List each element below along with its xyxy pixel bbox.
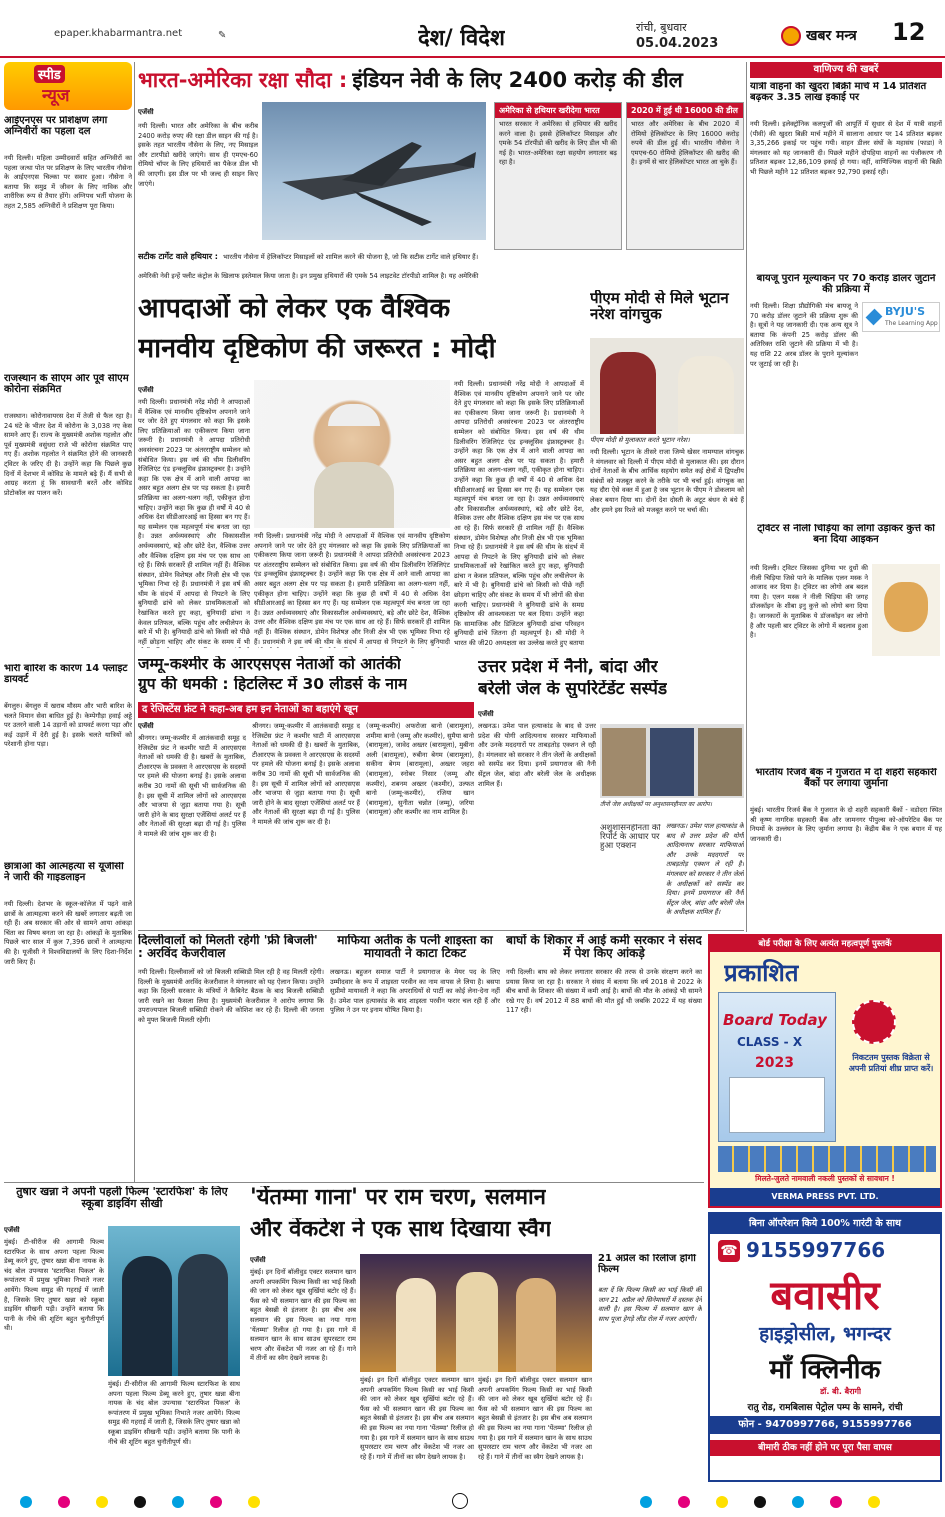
- atiq-body: लखनऊ। बहुजन समाज पार्टी ने प्रयागराज के मेयर पद के लिए उम्मीदवार के रूप में शाइस्ता परवीन का नाम वापस ले लिया है। बसपा सुप्रीमो मायावती ने कहा कि अपराधियों से पार्टी का कोई लेना-देना नहीं है। उमेश पाल हत्याकांड के बाद शाइस्ता परवीन फरार चल रही हैं और पुलिस ने उन पर इनाम घोषित किया है।: [330, 968, 500, 1015]
- commerce-body: मुंबई। भारतीय रिजर्व बैंक ने गुजरात के दो शहरी सहकारी बैंकों - वडोदरा स्थित श्री कृष्ण नागरिक सहकारी बैंक और जामनगर पीपुल्स को-ऑपरेटिव बैंक पर नियमों के उल्लंघन के लिए जुर्माना लगाया है। केंद्रीय बैंक ने एक बयान में यह जानकारी दी।: [750, 806, 942, 843]
- bawasir-clinic: माँ क्लिनीक: [769, 1355, 881, 1385]
- modi-hair-icon: [328, 404, 380, 426]
- bawasir-footer: बीमारी ठीक नहीं होने पर पूरा पैसा वापस: [710, 1440, 940, 1456]
- lead-info-body: भारत सरकार ने अमेरिका से हथियार की खरीद करने वाला है। इससे हेलिकॉप्टर मिसाइल और एमके 54 टॉरपीडो की खरीद के लिए डील भी की गई है। भारत-अमेरिका रक्षा सहयोग लगातार बढ़ रहा है।: [499, 120, 620, 167]
- commerce-body: नयी दिल्ली। इलेक्ट्रॉनिक कलपुर्जों की आपूर्ति में सुधार से देश में यात्री वाहनों (पीवी) की खुदरा बिक्री मार्च महीने में सालाना आधार पर 14 प्रतिशत बढ़कर 3,35,266 इकाई पर पहुंच गयी। वाहन डीलर संघों के महासंघ (फाडा) ने मंगलवार को यह जानकारी दी। पिछले महीने दोपहिया वाहनों का पंजीकरण नौ प्रतिशत बढ़कर 12,86,109 इकाई हो गया। वहीं, वाणिज्यिक वाहनों की बिक्री भी पिछले महीने 12 प्रतिशत बढ़कर 92,790 इकाई रही।: [750, 120, 942, 176]
- tusshar-headline: तुषार खन्ना ने अपनी पहली फिल्म 'स्टारफिश' के लिए स्कूबा डाइविंग सीखी: [16, 1186, 228, 1210]
- yentamma-headline-line1: 'येंतम्मा गाना' पर राम चरण, सलमान: [250, 1186, 546, 1210]
- bhutan-body: नयी दिल्ली। भूटान के तीसरे राजा जिग्मे खेसर नामग्याल वांगचुक ने मंगलवार को दिल्ली में पीएम मोदी से मुलाकात की। इस दौरान दोनों नेताओं के बीच आर्थिक सहयोग समेत कई क्षेत्रों में द्विपक्षीय संबंधों को मजबूत करने के तरीके पर भी चर्चा हुई। वांगचुक का यह दौरा ऐसे वक्त में हुआ है जब भूटान के पीएम ने डोकलाम को लेकर बयान दिया था। दोनों देश दोस्ती के अटूट बंधन से बंधे हैं और हमने इस रिश्ते को मजबूत करने पर चर्चा की।: [590, 448, 744, 514]
- modi-story: [138, 290, 584, 650]
- up-side-title: अंशुशासनहीनता की रिपोर्ट के आधार पर हुआ एक्शन: [600, 824, 661, 852]
- registration-dot: [716, 1496, 728, 1508]
- speed-news-body: बेंगलुरु। बेंगलुरु में खराब मौसम और भारी बारिश के चलते विमान सेवा बाधित हुई है। केम्पेगौड़ा हवाई अड्डे पर उतरने वाली 14 उड़ानों को डायवर्ट करना पड़ा और कई उड़ानें में देरी हुई है। इसके चलते यात्रियों को परेशानी होना पड़ा।: [4, 702, 132, 749]
- bawasir-address: रातु रोड, रामबिलास पेट्रोल पम्प के सामने, रांची: [747, 1403, 903, 1413]
- prakashan-side-text: निकटतम पुस्तक विक्रेता से अपनी प्रतियां शीघ्र प्राप्त करें।: [848, 1053, 934, 1073]
- commerce-title: बायजू पुराने मूल्यांकन पर 70 करोड़ डॉलर जुटाने की प्रक्रिया में: [756, 274, 936, 295]
- modi-figure-icon: [314, 462, 394, 528]
- speed-news-item: [4, 374, 132, 664]
- jk-headline-line1: जम्मू-कश्मीर के आरएसएस नेताओं को आतंकी: [138, 656, 401, 673]
- bhutan-story: [590, 290, 744, 650]
- column-divider: [746, 62, 747, 932]
- up-story: [478, 654, 744, 928]
- section-divider: [4, 1182, 704, 1183]
- tusshar-photo: [108, 1226, 240, 1376]
- up-headline-line2: बरेली जेल के सुपरिटेंडेंट सस्पेंड: [478, 680, 668, 699]
- bhutan-headline: पीएम मोदी से मिले भूटान नरेश वांगचुक: [590, 290, 729, 324]
- speed-news-title: भारी बारिश के कारण 14 फ्लाइट डायवर्ट: [4, 664, 128, 685]
- yentamma-side-title: 21 अप्रैल को रिलीज होगी फिल्म: [598, 1254, 696, 1275]
- tiger-body: नयी दिल्ली। बाघ को लेकर लगातार सरकार की तरफ से उनके संरक्षण करने का प्रयास किया जा रहा है। सरकार ने संसद में बताया कि वर्ष 2018 से 2022 के बीच बाघों के शिकार की संख्या में कमी आई है। बाघों की मौत के आंकड़े भी सामने रखे गए हैं। वर्ष 2012 में 88 बाघों की मौत हुई थी जबकि 2022 में यह संख्या 117 रही।: [506, 968, 702, 1015]
- registration-dot: [830, 1496, 842, 1508]
- kejriwal-story: [138, 934, 324, 1174]
- bawasir-banner: बिना ऑपरेशन किये 100% गारंटी के साथ: [710, 1214, 940, 1234]
- jk-headline-line2: ग्रुप की धमकी : हिटलिस्ट में 30 लीडर्स के नाम: [138, 676, 408, 693]
- masthead: [0, 0, 945, 58]
- cursor-icon: ✎: [218, 30, 227, 41]
- registration-dot: [678, 1496, 690, 1508]
- bhutan-photo: [590, 338, 744, 434]
- commerce-column: [750, 62, 942, 522]
- registration-dot: [20, 1496, 32, 1508]
- speed-news-item: [4, 862, 132, 1182]
- yentamma-byline: एजेंसी: [250, 1256, 266, 1264]
- officer-photo: [698, 728, 742, 796]
- section-title: देश/ विदेश: [418, 26, 505, 51]
- lead-kicker: भारत-अमेरिका रक्षा सौदा :: [138, 68, 348, 92]
- yentamma-body-col2: मुंबई। इन दिनों बॉलीवुड एक्टर सलमान खान अपनी अपकमिंग फिल्म किसी का भाई किसी की जान को लेकर खूब सुर्खियां बटोर रहे हैं। फैंस को भी सलमान खान की इस फिल्म का बहुत बेसब्री से इंतजार है। इस बीच अब सलमान की इस फिल्म का नया गाना 'येंतम्मा' रिलीज हो गया है। इस गाने में सलमान खान के साथ साउथ सुपरस्टार राम चरण और वेंकटेश भी नजर आ रहे हैं। गाने में तीनों का स्वैग देखने लायक है।: [360, 1376, 474, 1461]
- book-thumbnails: [718, 1146, 936, 1172]
- lead-headline: [138, 66, 744, 98]
- registration-dot: [248, 1496, 260, 1508]
- jk-byline: एजेंसी: [138, 722, 154, 730]
- actor-figure: [516, 1278, 556, 1372]
- lead-title: इंडियन नेवी के लिए 2400 करोड़ की डील: [352, 68, 683, 92]
- bawasir-ad[interactable]: [708, 1212, 942, 1482]
- speed-news-title: आईएनएस पर प्रशिक्षण लेगा अग्निवीरों का पहला दल: [4, 116, 108, 137]
- modi-figure: [678, 356, 734, 434]
- speed-news-logo-bottom: न्यूज: [42, 86, 70, 106]
- bhutan-king-figure: [600, 352, 656, 434]
- column-divider: [134, 62, 135, 1182]
- prakashan-ad[interactable]: [708, 934, 942, 1208]
- doge-icon: [884, 582, 928, 632]
- jk-names: (जम्मू-कश्मीर) अफरोजा बानो (बारामूला), शमीमा बानो (जम्मू और कश्मीर), सुमैया बानो (बारामूला), जावेद अख्तर (बारामूला), मुबीना अली (बारामूला), रुबीना बेगम (बारामूला), सकीना बेगम (बारामूला), अख्तर जहरा (बारामूला), स्नोबर निसार (जम्मू और कश्मीर), शबनम अख्तर (कश्मीर), उल्फत बानो (जम्मू-कश्मीर), रजिया खान (बारामूला), सुनीता चन्नोत (जम्मू), जरिया (बारामूला) और कश्मीर का नाम शामिल है।: [366, 722, 474, 817]
- masthead-city-day: रांची, बुधवार: [636, 21, 687, 34]
- up-caption: तीनों जेल अधीक्षकों पर अनुशासनहीनता का आरोप।: [600, 801, 712, 808]
- speed-news-logo: [4, 62, 132, 110]
- modi-photo: [254, 380, 450, 528]
- fighter-jet-icon: [262, 102, 486, 240]
- lead-sub-head: सटीक टार्गेट वाले हथियार :: [138, 252, 218, 261]
- lead-info-title: 2020 में हुई थी 16000 की डील: [627, 103, 743, 118]
- speed-news-title: छात्राओं की आत्महत्या से यूजीसी ने जारी की गाइडलाइन: [4, 862, 124, 883]
- commerce-title: ट्विटर से नीली चिड़िया का लोगो उड़ाकर कुत्ते को बना दिया आइकन: [757, 524, 935, 545]
- kejriwal-headline: दिल्लीवालों को मिलती रहेगी 'फ्री बिजली' : अरविंद केजरीवाल: [138, 934, 318, 960]
- prakashan-banner: बोर्ड परीक्षा के लिए अत्यंत महत्वपूर्ण पुस्तकें: [710, 936, 940, 952]
- book-year: 2023: [755, 1055, 794, 1071]
- registration-dot: [640, 1496, 652, 1508]
- commerce-title: भारतीय रिजर्व बैंक ने गुजरात में दो शहरी सहकारी बैंकों पर लगाया जुर्माना: [755, 768, 937, 789]
- prakashan-logo: प्रकाशित: [724, 959, 799, 987]
- commerce-item: [750, 82, 942, 264]
- kejriwal-body: नयी दिल्ली। दिल्लीवालों को जो बिजली सब्सिडी मिल रही है वह मिलती रहेगी। दिल्ली के मुख्यमंत्री अरविंद केजरीवाल ने मंगलवार को यह ऐलान किया। उन्होंने कहा कि दिल्ली सरकार के मंत्रियों ने कैबिनेट बैठक के बाद बिजली सब्सिडी जारी रखने का फैसला लिया है। मुख्यमंत्री केजरीवाल ने आरोप लगाया कि उपराज्यपाल बिजली सब्सिडी रोकने की कोशिश कर रहे हैं। दिल्ली की जनता को मुफ्त बिजली मिलती रहेगी।: [138, 968, 324, 1024]
- bawasir-phones: फोन - 9470997766, 9155997766: [710, 1416, 940, 1434]
- book-class: CLASS - X: [737, 1035, 803, 1049]
- commerce-body: नयी दिल्ली। शिक्षा प्रौद्योगिकी मंच बायजू ने 70 करोड़ डॉलर जुटाने की प्रक्रिया शुरू की है। सूत्रों ने यह जानकारी दी। एक अन्य सूत्र ने बताया कि कंपनी 25 करोड़ डॉलर की अतिरिक्त राशि जुटाने की प्रक्रिया में भी है। यह राशि 22 अरब डॉलर के पुराने मूल्यांकन पर जुटाई जा रही है।: [750, 302, 858, 368]
- registration-dot: [210, 1496, 222, 1508]
- byjus-brand: BYJU'S: [885, 305, 926, 318]
- commerce-title: यात्री वाहनों की खुदरा बिक्री मार्च में 14 प्रतिशत बढ़कर 3.35 लाख इकाई पर: [750, 82, 927, 103]
- lead-info-box: [626, 102, 744, 250]
- speed-news-title: राजस्थान के सीएम और पूर्व सीएम कोरोना संक्रमित: [4, 374, 129, 395]
- up-side-body: लखनऊ। उमेश पाल हत्याकांड के बाद से उत्तर प्रदेश की योगी आदित्यनाथ सरकार माफियाओं और उनके मददगारों पर ताबड़तोड़ एक्शन ले रही है। मंगलवार को सरकार ने तीन जेलों के अधीक्षकों को सस्पेंड कर दिया। इनमें प्रयागराज की नैनी सेंट्रल जेल, बांदा और बरेली जेल के अधीक्षक शामिल हैं।: [666, 822, 744, 917]
- book-illustration: [729, 1077, 825, 1133]
- lead-sub-body: भारतीय नौसेना में हेलिकॉप्टर मिसाइलों को शामिल करने की योजना है, जो कि सटीक टार्गेट वाले हथियार हैं। अमेरिकी नेवी इन्हें फ्लीट कंट्रोल के खिलाफ इस्तेमाल किया जाता है। इन प्रमुख हथियारों की एमके 54 लाइटवेट टॉरपीडो शामिल है। यह अमेरिकी: [138, 253, 479, 280]
- byjus-tagline: The Learning App: [885, 320, 938, 327]
- registration-dot: [754, 1496, 766, 1508]
- bhutan-caption: पीएम मोदी से मुलाकात करते भूटान नरेश।: [590, 436, 690, 444]
- up-body: लखनऊ। उमेश पाल हत्याकांड के बाद से उत्तर प्रदेश की योगी आदित्यनाथ सरकार माफियाओं और उनके मददगारों पर ताबड़तोड़ एक्शन ले रही है। मंगलवार को सरकार ने तीन जेलों के अधीक्षकों को सस्पेंड कर दिया। इनमें प्रयागराज की नैनी सेंट्रल जेल, बांदा और बरेली जेल के अधीक्षक शामिल हैं।: [478, 722, 596, 788]
- registration-dot: [792, 1496, 804, 1508]
- tusshar-byline: एजेंसी: [4, 1226, 20, 1234]
- fighter-jet-photo: [262, 102, 486, 240]
- jk-banner: द रेजिस्टेंस फ्रंट ने कहा-अब हम इन नेताओं का बहाएंगे खून: [138, 702, 474, 718]
- phone-icon: ☎: [718, 1240, 740, 1262]
- doge-photo: [872, 564, 940, 656]
- jail-superintendents-photo: [600, 724, 744, 798]
- bawasir-phone[interactable]: 9155997766: [746, 1238, 886, 1262]
- jk-body-col1: श्रीनगर। जम्मू-कश्मीर में आतंकवादी समूह द रेजिस्टेंस फ्रंट ने कश्मीर घाटी में आरएसएस नेताओं को धमकी दी है। खबरों के मुताबिक, टीआरएफ के प्रवक्ता ने आरएसएस के सदस्यों पर हमले की योजना बनाई है। इसके अलावा करीब 30 नामों की सूची भी सार्वजनिक की है। इस सूची में शामिल लोगों को आरएसएस और भाजपा से जुड़ा बताया गया है। सूची जारी होने के बाद सुरक्षा एजेंसियां अलर्ट पर हैं और नेताओं की सुरक्षा बढ़ा दी गई है। पुलिस ने मामले की जांच शुरू कर दी है।: [138, 734, 246, 838]
- tusshar-body-col1: मुंबई। टी-सीरीज की आगामी फिल्म स्टारफिश के साथ अपना पहला फिल्म डेब्यू करने हुए, तुषार खन्ना बीना नायक के चंद बोल उपन्यास 'स्टारफिश पिकल' के रूपांतरण में प्रमुख भूमिका निभाते नजर आयेंगे। फिल्म समुद्र की गहराई में जाती है, जिसके लिए तुषार खन्ना को स्कूबा डाइविंग सीखनी पड़ी। उन्होंने बताया कि पानी के नीचे की शूटिंग बहुत चुनौतीपूर्ण थी।: [4, 1238, 104, 1333]
- speed-news-item: [4, 664, 132, 844]
- speed-news-body: नयी दिल्ली। महिला उम्मीदवारों सहित अग्निवीरों का पहला जत्था पोत पर प्रशिक्षण के लिए भारतीय नौसेना के आईएनएस चिल्का पर सवार हुआ। नौसेना ने बताया कि समुद्र में जीवन के लिए नाविक और शारीरिक रूप से तैयार होंगे। अग्निपथ भर्ती योजना के तहत 2,585 अग्निवीरों ने प्रशिक्षण पूरा किया।: [4, 154, 132, 210]
- registration-crosshair-icon: [452, 1493, 468, 1509]
- modi-headline-line2: मानवीय दृष्टिकोण की जरूरत : मोदी: [138, 334, 496, 364]
- yentamma-side-body: बता दें कि फिल्म किसी का भाई किसी की जान 21 अप्रैल को सिनेमाघरों में दस्तक देने वाली है। इस फिल्म में सलमान खान के साथ पूजा हेगड़े लीड रोल में नजर आएंगी।: [598, 1286, 702, 1323]
- modi-body-col2: नयी दिल्ली। प्रधानमंत्री नरेंद्र मोदी ने आपदाओं में वैश्विक एवं मानवीय दृष्टिकोण अपनाने जाने पर जोर देते हुए मंगलवार को कहा कि इसके लिए प्रतिक्रियाओं का एकीकरण किया जाना जरूरी है। प्रधानमंत्री ने आपदा प्रतिरोधी अवसंरचना 2023 पर अंतरराष्ट्रीय सम्मेलन को संबोधित किया। इस वर्ष की थीम डिलीवरिंग रेजिलिएंट एंड इन्क्लूसिव इंफ्रास्ट्रक्चर है। उन्होंने कहा कि एक क्षेत्र में आने वाली आपदा का असर बहुत अलग क्षेत्र पर पड़ सकता है। हमारी प्रतिक्रिया का अलग-थलग नहीं, एकीकृत होना चाहिए। उन्होंने कहा कि कुछ ही वर्षों में 40 से अधिक देश सीडीआरआई का हिस्सा बन गए हैं। यह सम्मेलन एक महत्वपूर्ण मंच बनता जा रहा है। उन्नत अर्थव्यवस्थाएं और विकासशील अर्थव्यवस्थाएं, बड़े और छोटे देश, वैश्विक उत्तर और वैश्विक दक्षिण इस मंच पर एक साथ आ रहे हैं। सिर्फ सरकारें ही शामिल नहीं हैं। वैश्विक संस्थान, डोमेन विशेषज्ञ और निजी क्षेत्र भी एक भूमिका निभा रहे हैं। प्रधानमंत्री ने इस वर्ष की थीम के संदर्भ में आपदा से निपटने के लिए बुनियादी: [254, 532, 450, 646]
- officer-photo: [602, 728, 646, 796]
- registration-dot: [134, 1496, 146, 1508]
- atiq-headline: माफिया अतीक के पत्नी शाइस्ता का मायावती ने काटा टिकट: [337, 934, 493, 960]
- print-marks: [0, 1488, 945, 1516]
- byjus-logo-icon: [866, 309, 883, 326]
- registration-dot: [58, 1496, 70, 1508]
- up-byline: एजेंसी: [478, 710, 494, 718]
- up-headline-line1: उत्तर प्रदेश में नैनी, बांदा और: [478, 658, 658, 677]
- lead-sub: [138, 244, 486, 288]
- speed-news-body: नयी दिल्ली। देशभर के स्कूल-कॉलेज में पढ़ने वाले छात्रों के आत्महत्या करने की खबरें लगातार बढ़ती जा रही हैं। अब सरकार की ओर से सामने आया आंकड़ा चिंता का विषय बनता जा रहा है। आंकड़ों के मुताबिक पिछले चार साल में कुल 7,396 छात्रों ने आत्महत्या की है। यूजीसी ने विश्वविद्यालयों के लिए दिशा-निर्देश जारी किए हैं।: [4, 900, 132, 966]
- registration-dots-right: [640, 1496, 920, 1510]
- yentamma-headline-line2: और वेंकटेश ने एक साथ दिखाया स्वैग: [250, 1218, 552, 1242]
- registration-dot: [96, 1496, 108, 1508]
- yentamma-photo: [360, 1254, 592, 1372]
- brand-logo-icon: [781, 26, 801, 46]
- diver-figure: [178, 1254, 228, 1376]
- speed-news-item: [4, 116, 132, 416]
- lead-story: [138, 62, 744, 288]
- masthead-date: 05.04.2023: [636, 36, 719, 51]
- prakashan-publisher: VERMA PRESS PVT. LTD.: [710, 1188, 940, 1206]
- masthead-brand: खबर मन्त्र: [806, 28, 857, 44]
- registration-dot: [868, 1496, 880, 1508]
- yentamma-body-col1: मुंबई। इन दिनों बॉलीवुड एक्टर सलमान खान अपनी अपकमिंग फिल्म किसी का भाई किसी की जान को लेकर खूब सुर्खियां बटोर रहे हैं। फैंस को भी सलमान खान की इस फिल्म का बहुत बेसब्री से इंतजार है। इस बीच अब सलमान की इस फिल्म का नया गाना 'येंतम्मा' रिलीज हो गया है। इस गाने में सलमान खान के साथ साउथ सुपरस्टार राम चरण और वेंकटेश भी नजर आ रहे हैं। गाने में तीनों का स्वैग देखने लायक है।: [250, 1268, 356, 1363]
- tiger-headline: बाघों के शिकार में आई कमी सरकार ने संसद में पेश किए आंकड़े: [506, 934, 702, 960]
- book-title: Board Today: [723, 1011, 827, 1029]
- lead-byline: एजेंसी: [138, 108, 154, 116]
- registration-dot: [172, 1496, 184, 1508]
- diver-figure: [122, 1256, 172, 1376]
- yentamma-story: [246, 1186, 704, 1464]
- actor-figure: [456, 1272, 498, 1372]
- yentamma-body-col3: मुंबई। इन दिनों बॉलीवुड एक्टर सलमान खान अपनी अपकमिंग फिल्म किसी का भाई किसी की जान को लेकर खूब सुर्खियां बटोर रहे हैं। फैंस को भी सलमान खान की इस फिल्म का बहुत बेसब्री से इंतजार है। इस बीच अब सलमान की इस फिल्म का नया गाना 'येंतम्मा' रिलीज हो गया है। इस गाने में सलमान खान के साथ साउथ सुपरस्टार राम चरण और वेंकटेश भी नजर आ रहे हैं। गाने में तीनों का स्वैग देखने लायक है।: [478, 1376, 592, 1461]
- tiger-story: [506, 934, 702, 1174]
- commerce-item: [750, 768, 942, 930]
- atiq-story: [330, 934, 500, 1174]
- lead-body: नयी दिल्ली। भारत और अमेरिका के बीच करीब 2400 करोड़ रुपए की रक्षा डील साइन की गई है। इसके तहत भारतीय नौसेना के लिए, नए मिसाइल और टारपीडो खरीदे जाएंगे। साथ ही एमएच-60 रोमियो चॉपर के लिए हथियारों का पैकेज डील भी की जाएगी। इस डील पर भी जल्द ही साइन किए जाएंगे।: [138, 122, 258, 188]
- page-number: 12: [892, 18, 926, 46]
- speed-news-column: [4, 62, 132, 1182]
- masthead-url[interactable]: epaper.khabarmantra.net: [54, 28, 183, 39]
- bawasir-subtitle: हाइड्रोसील, भगन्दर: [759, 1323, 891, 1345]
- book-cover: [718, 992, 836, 1142]
- modi-headline-line1: आपदाओं को लेकर एक वैश्विक: [138, 294, 451, 324]
- speed-news-logo-top: स्पीड: [34, 65, 65, 83]
- commerce-item: [750, 274, 942, 522]
- bawasir-title: बवासीर: [770, 1273, 880, 1319]
- speed-news-body: राजस्थान। कोरोनावायरस देश में तेजी से फैल रहा है। 24 घंटे के भीतर देश में कोरोना के 3,038 नए केस सामने आए हैं। राज्य के मुख्यमंत्री अशोक गहलोत और पूर्व मुख्यमंत्री वसुंधरा राजे भी कोरोना संक्रमित पाए गए हैं। अशोक गहलोत ने संक्रमित होने की जानकारी ट्विटर के जरिए दी है। उन्होंने कहा कि पिछले कुछ दिनों में देशभर में कोविड के मामले बढ़े हैं। मैं सभी से आग्रह करता हूं कि सावधानी बरतें और कोविड प्रोटोकॉल का पालन करें।: [4, 412, 132, 497]
- lead-info-body: भारत और अमेरिका के बीच 2020 में रोमियो हेलिकॉप्टर के लिए 16000 करोड़ रुपये की डील हुई थी। भारतीय नौसेना ने एमएच-60 रोमियो हेलिकॉप्टर की खरीद की है। इनमें से चार हेलिकॉप्टर भारत आ चुके हैं।: [631, 120, 742, 167]
- tusshar-story: [4, 1186, 240, 1464]
- section-divider: [138, 930, 744, 931]
- commerce-item: [750, 524, 942, 764]
- registration-dots-left: [20, 1496, 300, 1510]
- prakashan-warning: मिलते-जुलते नामवाली नकली पुस्तकों से सावधान !: [755, 1174, 895, 1183]
- byjus-logo: [862, 302, 940, 332]
- commerce-header: वाणिज्य की खबरें: [750, 62, 942, 78]
- tusshar-body-col2: मुंबई। टी-सीरीज की आगामी फिल्म स्टारफिश के साथ अपना पहला फिल्म डेब्यू करने हुए, तुषार खन्ना बीना नायक के चंद बोल उपन्यास 'स्टारफिश पिकल' के रूपांतरण में प्रमुख भूमिका निभाते नजर आयेंगे। फिल्म समुद्र की गहराई में जाती है, जिसके लिए तुषार खन्ना को स्कूबा डाइविंग सीखनी पड़ी। उन्होंने बताया कि पानी के नीचे की शूटिंग बहुत चुनौतीपूर्ण थी।: [108, 1380, 240, 1446]
- modi-body-col1: नयी दिल्ली। प्रधानमंत्री नरेंद्र मोदी ने आपदाओं में वैश्विक एवं मानवीय दृष्टिकोण अपनाने जाने पर जोर देते हुए मंगलवार को कहा कि इसके लिए प्रतिक्रियाओं का एकीकरण किया जाना जरूरी है। प्रधानमंत्री ने आपदा प्रतिरोधी अवसंरचना 2023 पर अंतरराष्ट्रीय सम्मेलन को संबोधित किया। इस वर्ष की थीम डिलीवरिंग रेजिलिएंट एंड इन्क्लूसिव इंफ्रास्ट्रक्चर है। उन्होंने कहा कि एक क्षेत्र में आने वाली आपदा का असर बहुत अलग क्षेत्र पर पड़ सकता है। हमारी प्रतिक्रिया का अलग-थलग नहीं, एकीकृत होना चाहिए। उन्होंने कहा कि कुछ ही वर्षों में 40 से अधिक देश सीडीआरआई का हिस्सा बन गए हैं। यह सम्मेलन एक महत्वपूर्ण मंच बनता जा रहा है। उन्नत अर्थव्यवस्थाएं और विकासशील अर्थव्यवस्थाएं, बड़े और छोटे देश, वैश्विक उत्तर और वैश्विक दक्षिण इस मंच पर एक साथ आ रहे हैं। सिर्फ सरकारें ही शामिल नहीं हैं। वैश्विक संस्थान, डोमेन विशेषज्ञ और निजी क्षेत्र भी एक भूमिका निभा रहे हैं। प्रधानमंत्री ने इस वर्ष की थीम के संदर्भ में आपदा से निपटने के लिए बुनियादी ढांचे को लेकर प्राथमिकताओं को रेखांकित करते हुए कहा, बुनियादी ढांचा न केवल प्रतिफल, बल्कि पहुंच और लचीलेपन के बारे में भी है। बुनियादी ढांचे को किसी को पीछे नहीं छोड़ना चाहिए और संकट के समय में भी: [138, 398, 250, 646]
- lead-info-title: अमेरिका से हथियार खरीदेगा भारत: [495, 103, 621, 118]
- actor-figure: [396, 1278, 436, 1372]
- modi-body-col3: नयी दिल्ली। प्रधानमंत्री नरेंद्र मोदी ने आपदाओं में वैश्विक एवं मानवीय दृष्टिकोण अपनाने जाने पर जोर देते हुए मंगलवार को कहा कि इसके लिए प्रतिक्रियाओं का एकीकरण किया जाना जरूरी है। प्रधानमंत्री ने आपदा प्रतिरोधी अवसंरचना 2023 पर अंतरराष्ट्रीय सम्मेलन को संबोधित किया। इस वर्ष की थीम डिलीवरिंग रेजिलिएंट एंड इन्क्लूसिव इंफ्रास्ट्रक्चर है। उन्होंने कहा कि एक क्षेत्र में आने वाली आपदा का असर बहुत अलग क्षेत्र पर पड़ सकता है। हमारी प्रतिक्रिया का अलग-थलग नहीं, एकीकृत होना चाहिए। उन्होंने कहा कि कुछ ही वर्षों में 40 से अधिक देश सीडीआरआई का हिस्सा बन गए हैं। यह सम्मेलन एक महत्वपूर्ण मंच बनता जा रहा है। उन्नत अर्थव्यवस्थाएं और विकासशील अर्थव्यवस्थाएं, बड़े और छोटे देश, वैश्विक उत्तर और वैश्विक दक्षिण इस मंच पर एक साथ आ रहे हैं। सिर्फ सरकारें ही शामिल नहीं हैं। वैश्विक संस्थान, डोमेन विशेषज्ञ और निजी क्षेत्र भी एक भूमिका निभा रहे हैं। प्रधानमंत्री ने इस वर्ष की थीम के संदर्भ में आपदा से निपटने के लिए बुनियादी ढांचे को लेकर प्राथमिकताओं को रेखांकित करते हुए कहा, बुनियादी ढांचा न केवल प्रतिफल, बल्कि पहुंच और लचीलेपन के बारे में भी है। बुनियादी ढांचे को किसी को पीछे नहीं छोड़ना चाहिए और संकट के समय में भी लोगों की सेवा करनी चाहिए। प्रधानमंत्री ने बुनियादी ढांचे के समग्र दृष्टिकोण की आवश्यकता पर बल दिया। उन्होंने कहा कि सामाजिक और डिजिटल बुनियादी ढांचा परिवहन बुनियादी ढांचे जितना ही महत्वपूर्ण है। श्री मोदी ने भारत की जी20 अध्यक्षता का उल्लेख करते हुए बताया: [454, 380, 584, 648]
- prakashan-badge: [852, 1000, 896, 1044]
- jk-body-col2: श्रीनगर। जम्मू-कश्मीर में आतंकवादी समूह द रेजिस्टेंस फ्रंट ने कश्मीर घाटी में आरएसएस नेताओं को धमकी दी है। खबरों के मुताबिक, टीआरएफ के प्रवक्ता ने आरएसएस के सदस्यों पर हमले की योजना बनाई है। इसके अलावा करीब 30 नामों की सूची भी सार्वजनिक की है। इस सूची में शामिल लोगों को आरएसएस और भाजपा से जुड़ा बताया गया है। सूची जारी होने के बाद सुरक्षा एजेंसियां अलर्ट पर हैं और नेताओं की सुरक्षा बढ़ा दी गई है। पुलिस ने मामले की जांच शुरू कर दी है।: [252, 722, 360, 826]
- bawasir-doctor: डॉ. बी. बैरागी: [820, 1387, 862, 1396]
- jk-story: [138, 654, 474, 928]
- commerce-body: नयी दिल्ली। ट्विटर जिसका दुनिया भर दुधों की नीली चिड़िया जिसे पाने के मालिक एलन मस्क ने आजाद कर दिया है। ट्विटर का लोगो अब बदल गया है। एलन मस्क ने नीली चिड़िया की जगह डॉजकॉइन के शीबा इनु कुत्ते को लोगो बना दिया है। जानकारों के मुताबिक ये डॉजकॉइन का लोगो है और पहली बार ट्विटर के लोगो में बदलाव हुआ है।: [750, 564, 868, 640]
- modi-byline: एजेंसी: [138, 386, 154, 394]
- commerce-column-lower: [750, 524, 942, 930]
- lead-info-box: [494, 102, 622, 250]
- officer-photo: [650, 728, 694, 796]
